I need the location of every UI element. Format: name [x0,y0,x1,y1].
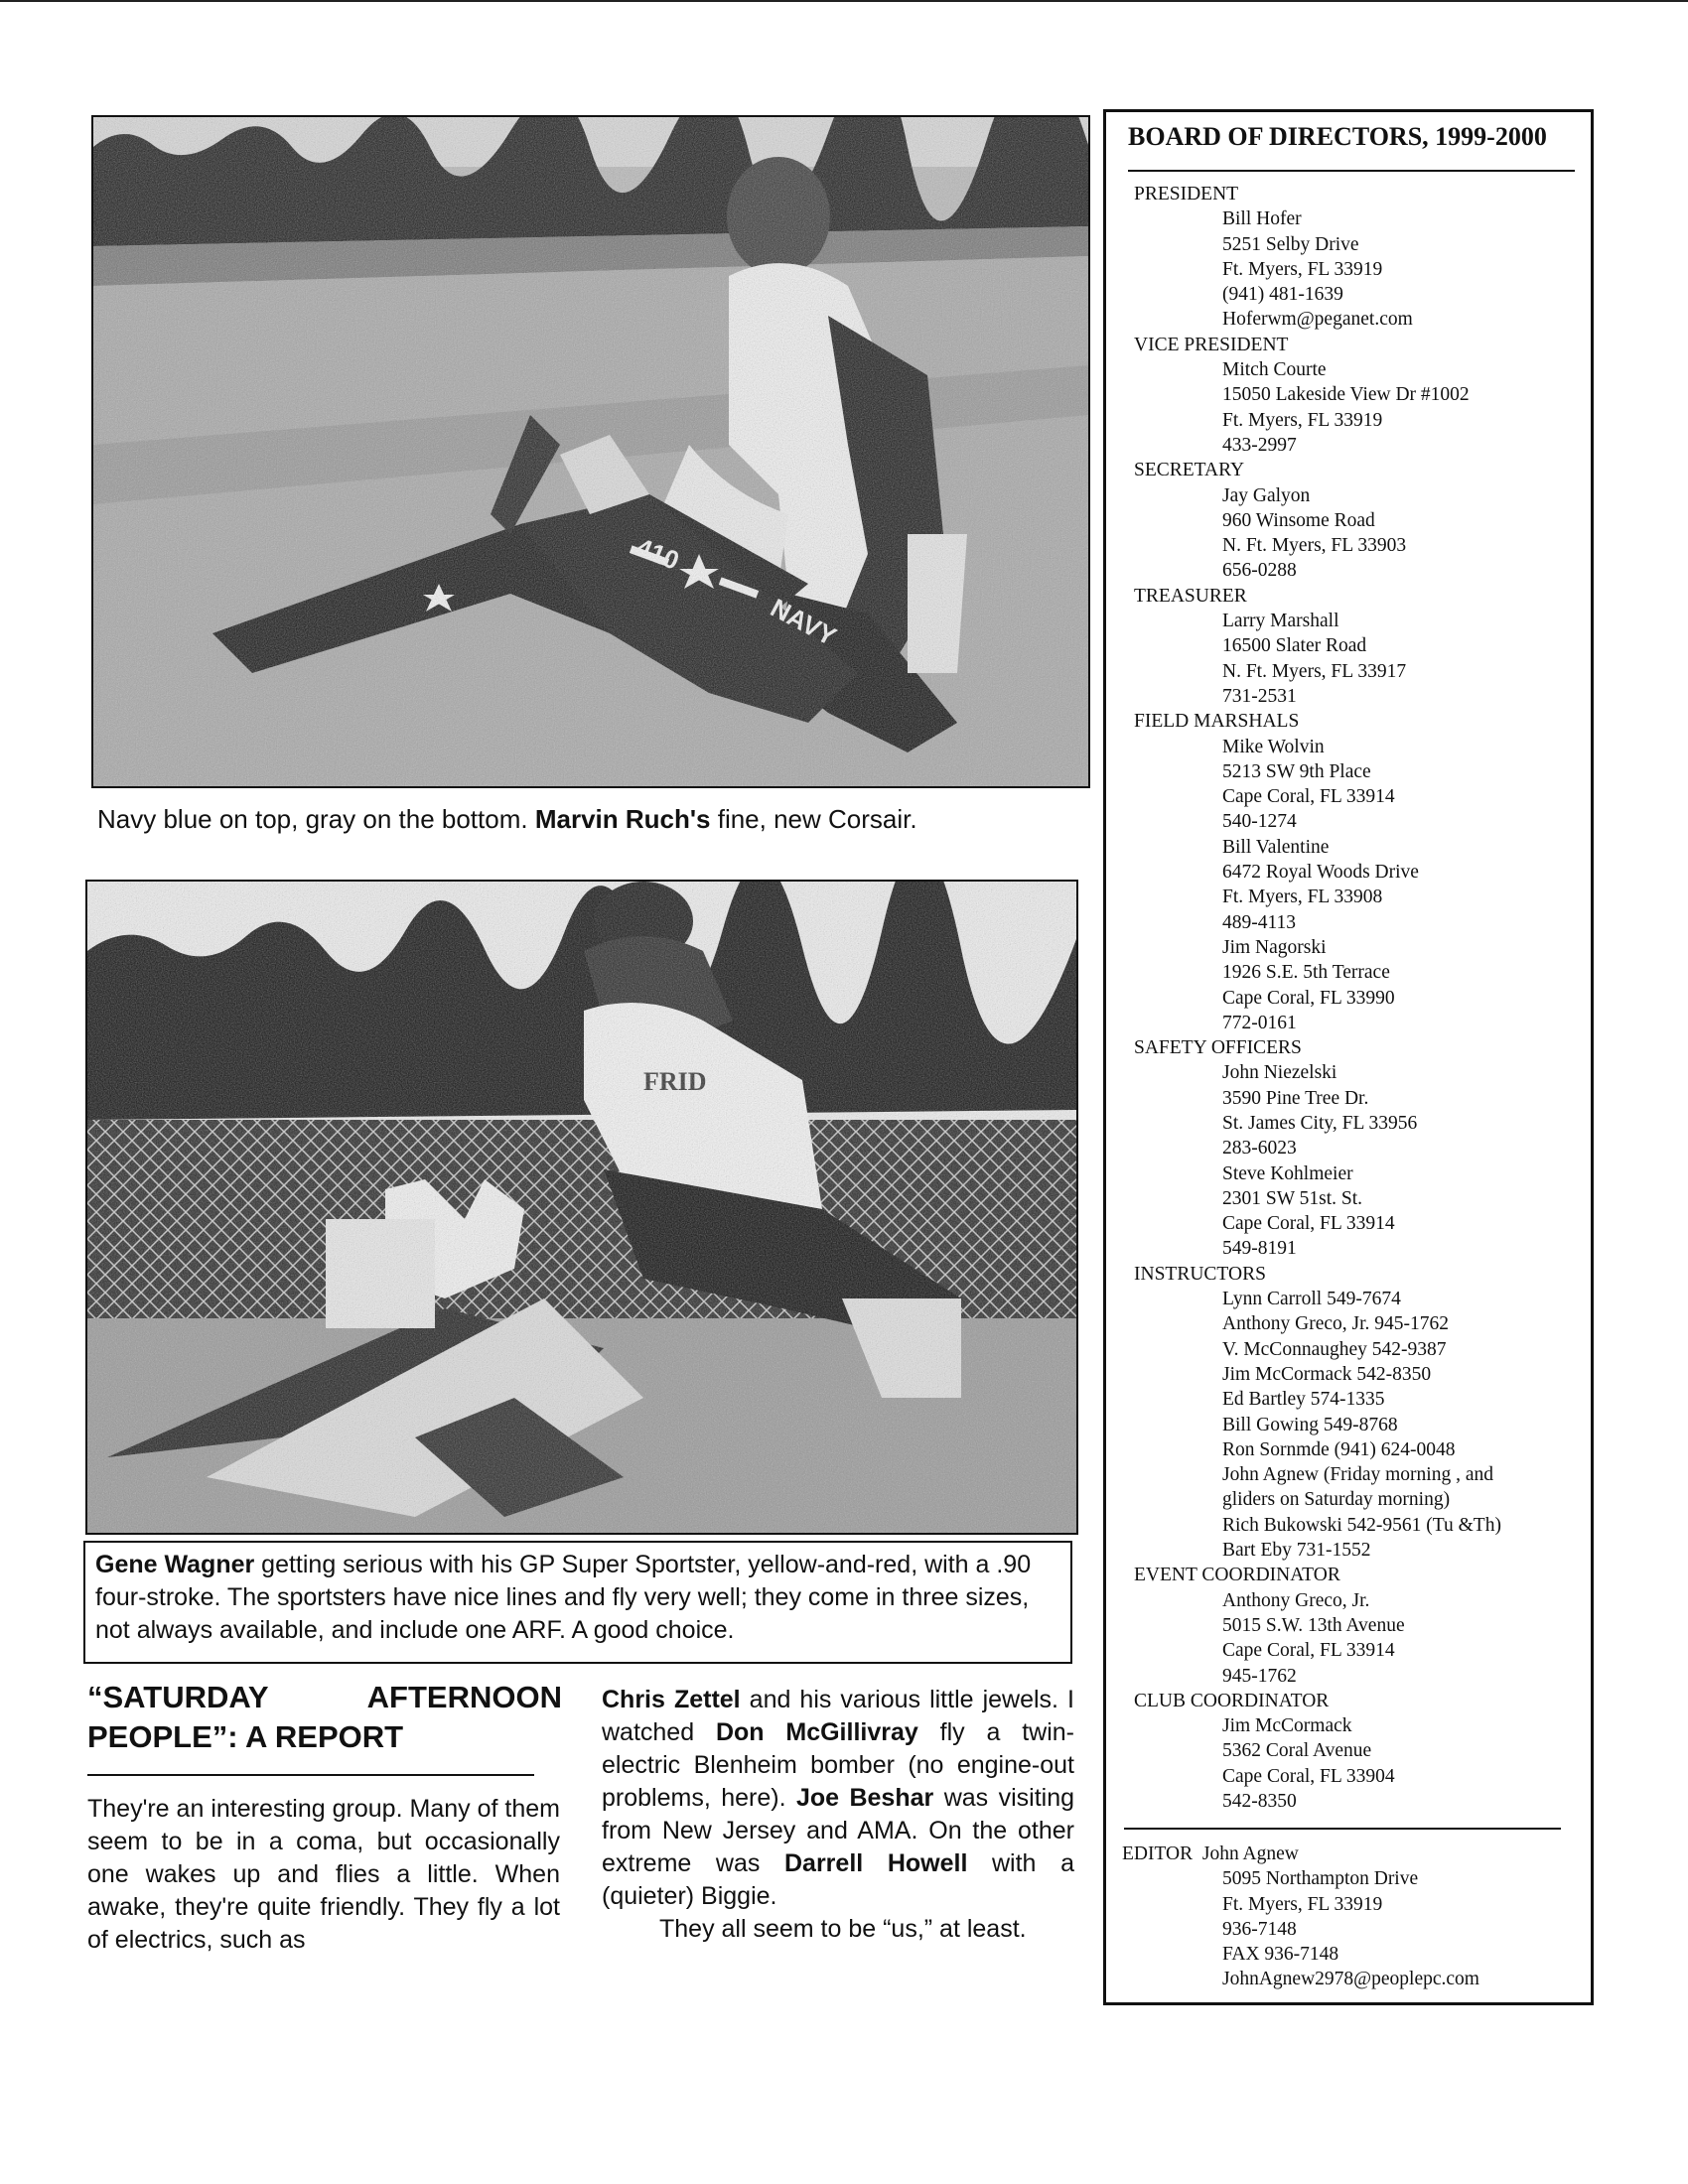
board-entry-line: (941) 481-1639 [1222,284,1343,306]
bold-name: Chris Zettel [602,1686,741,1713]
board-entry-line: Cape Coral, FL 33914 [1222,1640,1395,1662]
sportster-photo [85,880,1078,1535]
board-entry-line: 5213 SW 9th Place [1222,760,1371,782]
board-entry-line: Lynn Carroll 549-7674 [1222,1289,1401,1310]
text-run: and his various little jewels. I watched [602,1686,1074,1746]
article-title [87,1678,562,1757]
board-entry-line: 549-8191 [1222,1238,1297,1260]
bold-name: Marvin Ruch's [534,804,711,834]
board-entry-line: 542-8350 [1222,1791,1297,1812]
board-entry-line: Hoferwm@peganet.com [1222,309,1413,331]
board-entry-line: 772-0161 [1222,1012,1297,1033]
bold-name: Don McGillivray [715,1718,918,1746]
top-border-line [0,0,1688,2]
board-entry-line: Mitch Courte [1222,359,1327,381]
board-entry-line: Jim McCormack 542-8350 [1222,1363,1432,1385]
board-entry-line: Jay Galyon [1222,484,1311,506]
board-entry-line: 731-2531 [1222,685,1297,707]
editor-rule [1124,1828,1561,1830]
editor-entry-line: 936-7148 [1222,1918,1297,1940]
board-entry-line: Larry Marshall [1222,611,1339,632]
board-entry-line: N. Ft. Myers, FL 33903 [1222,535,1407,557]
corsair-photo-caption [97,802,1011,836]
board-role-heading: EVENT COORDINATOR [1134,1565,1340,1586]
board-entry-line: 5015 S.W. 13th Avenue [1222,1614,1405,1636]
board-entry-line: St. James City, FL 33956 [1222,1112,1418,1134]
article-title-line-2: PEOPLE”: A REPORT [87,1719,404,1754]
editor-entry-line: JohnAgnew2978@peoplepc.com [1222,1969,1479,1990]
board-entry-line: Anthony Greco, Jr. 945-1762 [1222,1313,1450,1335]
board-role-heading: SAFETY OFFICERS [1134,1037,1302,1059]
text-run: Navy blue on top, gray on the bottom. [97,804,535,834]
board-entry-line: Bill Gowing 549-8768 [1222,1414,1398,1435]
editor-block [1106,1842,1591,1992]
editor-entry-line: Ft. Myers, FL 33919 [1222,1893,1383,1915]
board-entry-line: 283-6023 [1222,1138,1297,1160]
board-entry-line: 1926 S.E. 5th Terrace [1222,962,1390,984]
board-entry-line: 2301 SW 51st. St. [1222,1187,1363,1209]
board-entry-line: Anthony Greco, Jr. [1222,1589,1370,1611]
bold-name: Joe Beshar [795,1784,934,1812]
text-run: fine, new Corsair. [710,804,917,834]
board-entry-line: Steve Kohlmeier [1222,1162,1353,1184]
board-entry-line: Cape Coral, FL 33990 [1222,987,1395,1009]
board-entry-line: 15050 Lakeside View Dr #1002 [1222,384,1470,406]
board-entry-line: Ft. Myers, FL 33908 [1222,887,1383,908]
board-entry-line: Cape Coral, FL 33914 [1222,786,1395,808]
board-member-list [1106,182,1591,1814]
board-entry-line: gliders on Saturday morning) [1222,1489,1451,1511]
article-title-rule [87,1774,534,1776]
board-entry-line: 656-0288 [1222,560,1297,582]
article-title-line-1: “SATURDAY AFTERNOON [87,1680,562,1714]
article-closing-line: They all seem to be “us,” at least. [659,1915,1027,1943]
sportster-photo-caption [83,1541,1072,1664]
board-of-directors-box [1103,109,1594,2005]
board-entry-line: Ft. Myers, FL 33919 [1222,258,1383,280]
board-entry-line: 5251 Selby Drive [1222,233,1359,255]
board-entry-line: Bart Eby 731-1552 [1222,1540,1371,1562]
board-role-heading: TREASURER [1134,585,1247,607]
board-entry-line: Bill Valentine [1222,836,1330,858]
board-entry-line: 3590 Pine Tree Dr. [1222,1087,1369,1109]
board-entry-line: N. Ft. Myers, FL 33917 [1222,660,1407,682]
board-entry-line: Cape Coral, FL 33914 [1222,1213,1395,1235]
board-entry-line: 16500 Slater Road [1222,635,1367,657]
board-role-heading: SECRETARY [1134,460,1245,481]
board-role-heading: FIELD MARSHALS [1134,711,1300,733]
editor-entry-line: FAX 936-7148 [1222,1944,1339,1966]
board-entry-line: John Niezelski [1222,1062,1337,1084]
board-entry-line: 960 Winsome Road [1222,509,1375,531]
board-title: BOARD OF DIRECTORS, 1999-2000 [1128,122,1547,151]
text-run: fly a twin-electric Blenheim bomber (no engine-out problems, here). [602,1718,1074,1812]
board-entry-line: Rich Bukowski 542-9561 (Tu &Th) [1222,1514,1501,1536]
editor-role-line [1106,1842,1591,1866]
board-role-heading: PRESIDENT [1134,184,1239,205]
board-entry-line: 540-1274 [1222,811,1297,833]
bold-name: Darrell Howell [784,1849,968,1877]
editor-role: EDITOR [1122,1843,1194,1864]
board-entry-line: 489-4113 [1222,911,1297,933]
board-entry-line: Jim Nagorski [1222,936,1327,958]
text-run: was visiting from New Jersey and AMA. On the other extreme was [602,1784,1075,1877]
board-entry-line: John Agnew (Friday morning , and [1222,1464,1493,1486]
text-run: They're an interesting group. Many of them seem to be in a coma, but occasionally one wakes up and flies a little. When awake, they're quite friendly. They fly a lot of electrics, such as [87,1795,560,1954]
corsair-photo [91,115,1090,788]
board-entry-line: 433-2997 [1222,434,1297,456]
board-entry-line: Mike Wolvin [1222,736,1325,757]
board-entry-line: Ft. Myers, FL 33919 [1222,409,1383,431]
board-entry-line: 945-1762 [1222,1665,1297,1687]
editor-name: John Agnew [1201,1843,1299,1864]
board-entry-line: 6472 Royal Woods Drive [1222,862,1419,884]
article-column-2 [602,1684,1074,1946]
board-entry-line: Ed Bartley 574-1335 [1222,1389,1385,1411]
board-entry-line: Bill Hofer [1222,208,1302,230]
editor-entry-line: 5095 Northampton Drive [1222,1868,1419,1890]
board-entry-line: Jim McCormack [1222,1715,1352,1737]
board-entry-line: Cape Coral, FL 33904 [1222,1765,1395,1787]
board-entry-line: 5362 Coral Avenue [1222,1740,1372,1762]
board-role-heading: VICE PRESIDENT [1134,334,1289,355]
board-entry-line: Ron Sornmde (941) 624-0048 [1222,1438,1456,1460]
bold-name: Gene Wagner [95,1551,255,1578]
board-role-heading: CLUB COORDINATOR [1134,1690,1330,1711]
board-title-rule [1128,170,1575,172]
board-role-heading: INSTRUCTORS [1134,1263,1266,1285]
text-run: with a (quieter) Biggie. [602,1849,1074,1910]
text-run: getting serious with his GP Super Sportster, yellow-and-red, with a .90 four-stroke. The sportsters have nice lines and fly very well; they come in three sizes, not always available, and include one ARF. A good choice. [95,1551,1032,1644]
board-entry-line: V. McConnaughey 542-9387 [1222,1338,1447,1360]
article-column-1 [87,1793,560,1957]
